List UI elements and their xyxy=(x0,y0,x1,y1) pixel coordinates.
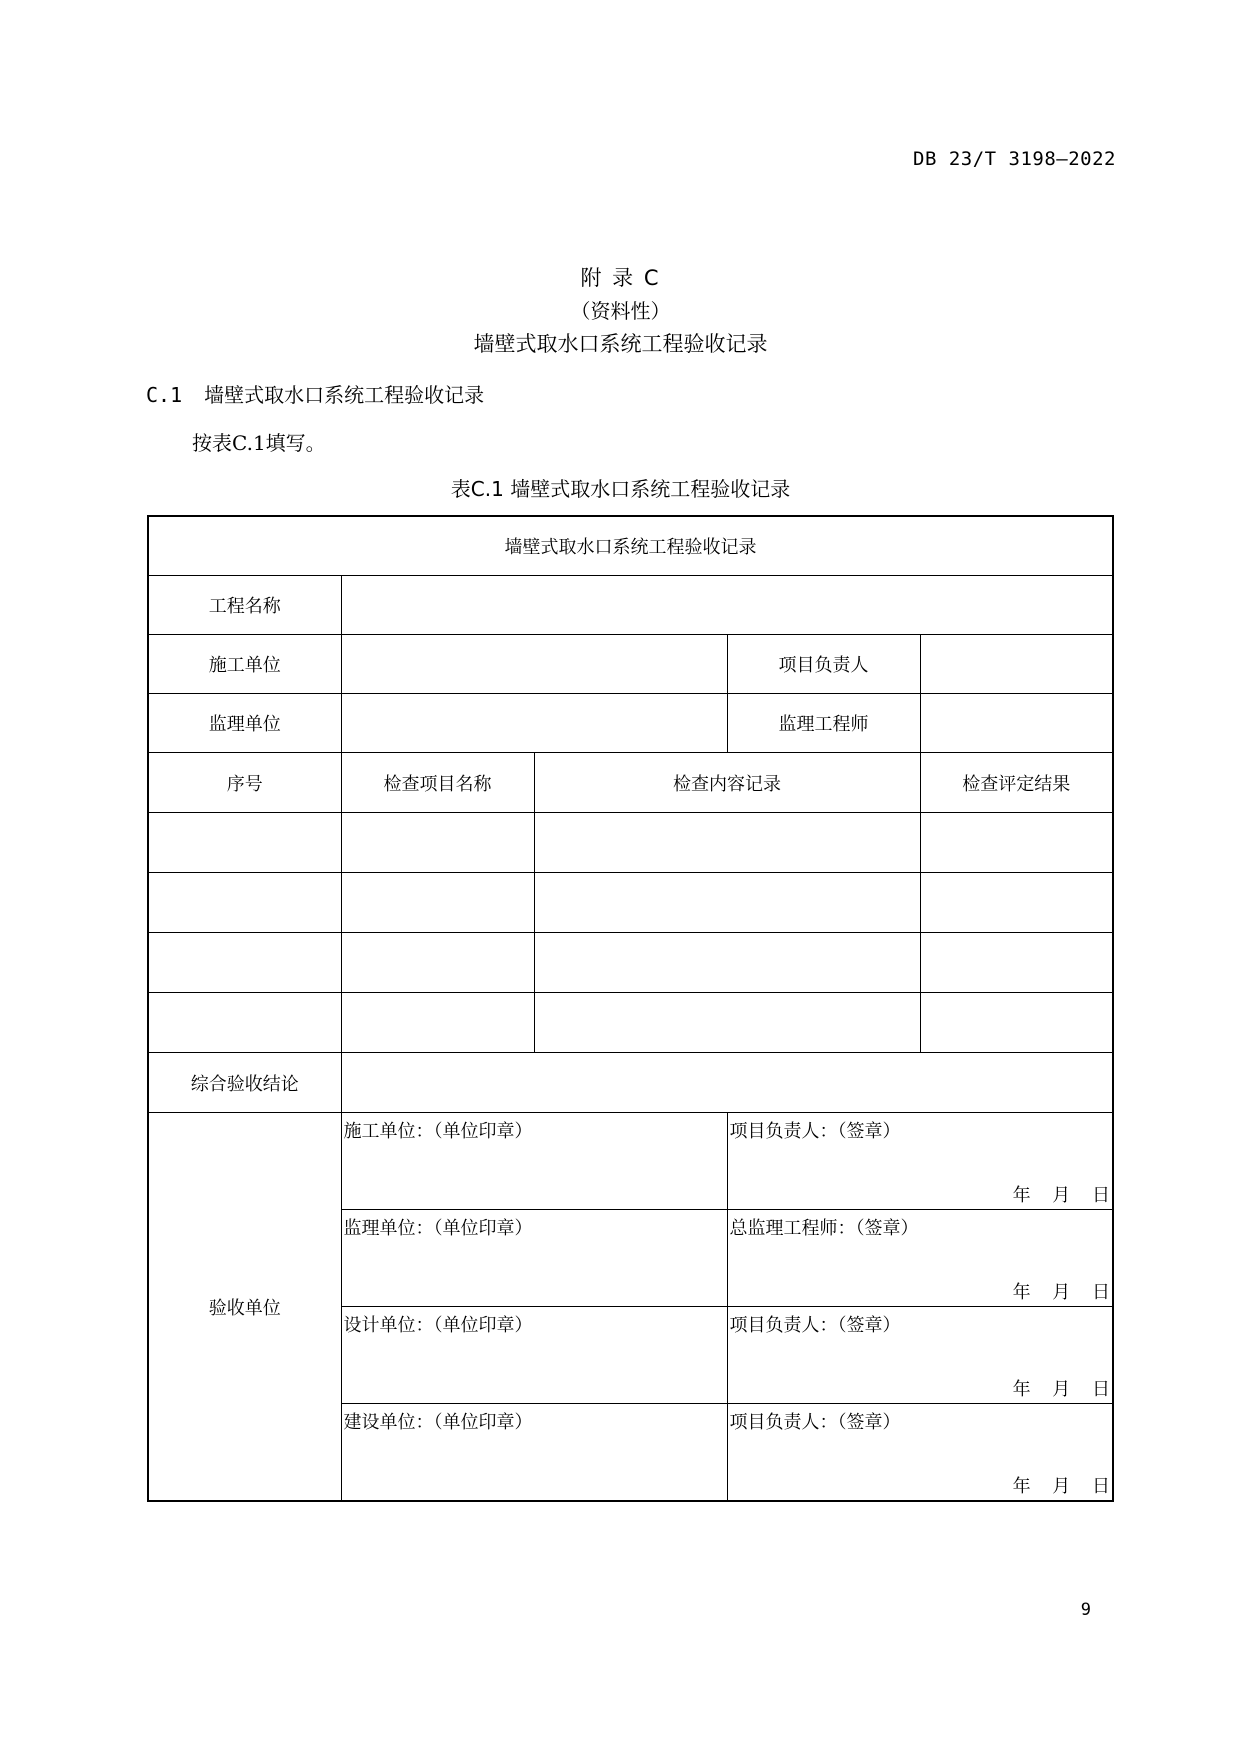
seq-cell[interactable] xyxy=(148,933,341,993)
section-heading xyxy=(146,379,484,408)
signature-date: 年 月 日 xyxy=(1012,1282,1111,1303)
column-header-item-name: 检查项目名称 xyxy=(341,753,534,813)
acceptance-units-label: 验收单位 xyxy=(148,1113,341,1502)
signature-date: 年 月 日 xyxy=(1012,1185,1111,1206)
item-name-cell[interactable] xyxy=(341,873,534,933)
contractor-label: 施工单位 xyxy=(148,635,341,694)
table-row xyxy=(148,813,1113,873)
designer-manager-signature-label: 项目负责人：（签章） xyxy=(729,1315,901,1336)
conclusion-label: 综合验收结论 xyxy=(148,1053,341,1113)
page-number: 9 xyxy=(1080,1600,1091,1620)
result-cell[interactable] xyxy=(920,933,1113,993)
owner-manager-signature-label: 项目负责人：（签章） xyxy=(729,1412,901,1433)
acceptance-record-table xyxy=(147,515,1114,1502)
project-manager-field[interactable] xyxy=(920,635,1113,694)
result-cell[interactable] xyxy=(920,993,1113,1053)
designer-seal-label: 设计单位：（单位印章） xyxy=(343,1315,533,1336)
item-name-cell[interactable] xyxy=(341,993,534,1053)
project-name-label: 工程名称 xyxy=(148,576,341,635)
supervisor-seal-label: 监理单位：（单位印章） xyxy=(343,1218,533,1239)
standard-code: DB 23/T 3198—2022 xyxy=(913,148,1116,170)
item-name-cell[interactable] xyxy=(341,813,534,873)
owner-signature-cell[interactable] xyxy=(341,1404,727,1502)
column-header-result: 检查评定结果 xyxy=(920,753,1113,813)
seq-cell[interactable] xyxy=(148,993,341,1053)
item-name-cell[interactable] xyxy=(341,933,534,993)
supervisor-unit-field[interactable] xyxy=(341,694,727,753)
result-cell[interactable] xyxy=(920,873,1113,933)
designer-manager-signature-cell[interactable] xyxy=(727,1307,1113,1404)
table-title: 墙壁式取水口系统工程验收记录 xyxy=(148,516,1113,576)
appendix-type: （资料性） xyxy=(570,299,671,323)
section-number: C.1 xyxy=(146,383,183,407)
contractor-seal-label: 施工单位：（单位印章） xyxy=(343,1121,533,1142)
conclusion-field[interactable] xyxy=(341,1053,1113,1113)
supervisor-unit-label: 监理单位 xyxy=(148,694,341,753)
signature-date: 年 月 日 xyxy=(1012,1379,1111,1400)
content-record-cell[interactable] xyxy=(534,933,920,993)
column-header-seq: 序号 xyxy=(148,753,341,813)
designer-signature-cell[interactable] xyxy=(341,1307,727,1404)
table-row xyxy=(148,993,1113,1053)
content-record-cell[interactable] xyxy=(534,813,920,873)
seq-cell[interactable] xyxy=(148,873,341,933)
content-record-cell[interactable] xyxy=(534,873,920,933)
project-manager-label: 项目负责人 xyxy=(727,635,920,694)
table-row xyxy=(148,873,1113,933)
project-name-field[interactable] xyxy=(341,576,1113,635)
signature-date: 年 月 日 xyxy=(1012,1476,1111,1497)
chief-supervisor-signature-label: 总监理工程师：（签章） xyxy=(729,1218,919,1239)
table-row xyxy=(148,933,1113,993)
supervisor-signature-cell[interactable] xyxy=(341,1210,727,1307)
chief-supervisor-signature-cell[interactable] xyxy=(727,1210,1113,1307)
contractor-manager-signature-cell[interactable] xyxy=(727,1113,1113,1210)
result-cell[interactable] xyxy=(920,813,1113,873)
column-header-content-record: 检查内容记录 xyxy=(534,753,920,813)
contractor-field[interactable] xyxy=(341,635,727,694)
supervising-engineer-label: 监理工程师 xyxy=(727,694,920,753)
seq-cell[interactable] xyxy=(148,813,341,873)
section-title: 墙壁式取水口系统工程验收记录 xyxy=(204,383,485,407)
appendix-name: 墙壁式取水口系统工程验收记录 xyxy=(473,332,768,356)
appendix-title: 附 录 C xyxy=(580,266,661,290)
owner-seal-label: 建设单位：（单位印章） xyxy=(343,1412,533,1433)
owner-manager-signature-cell[interactable] xyxy=(727,1404,1113,1502)
supervising-engineer-field[interactable] xyxy=(920,694,1113,753)
contractor-manager-signature-label: 项目负责人：（签章） xyxy=(729,1121,901,1142)
section-instruction: 按表C.1填写。 xyxy=(192,431,326,455)
contractor-signature-cell[interactable] xyxy=(341,1113,727,1210)
table-caption: 表C.1 墙壁式取水口系统工程验收记录 xyxy=(450,477,791,501)
content-record-cell[interactable] xyxy=(534,993,920,1053)
